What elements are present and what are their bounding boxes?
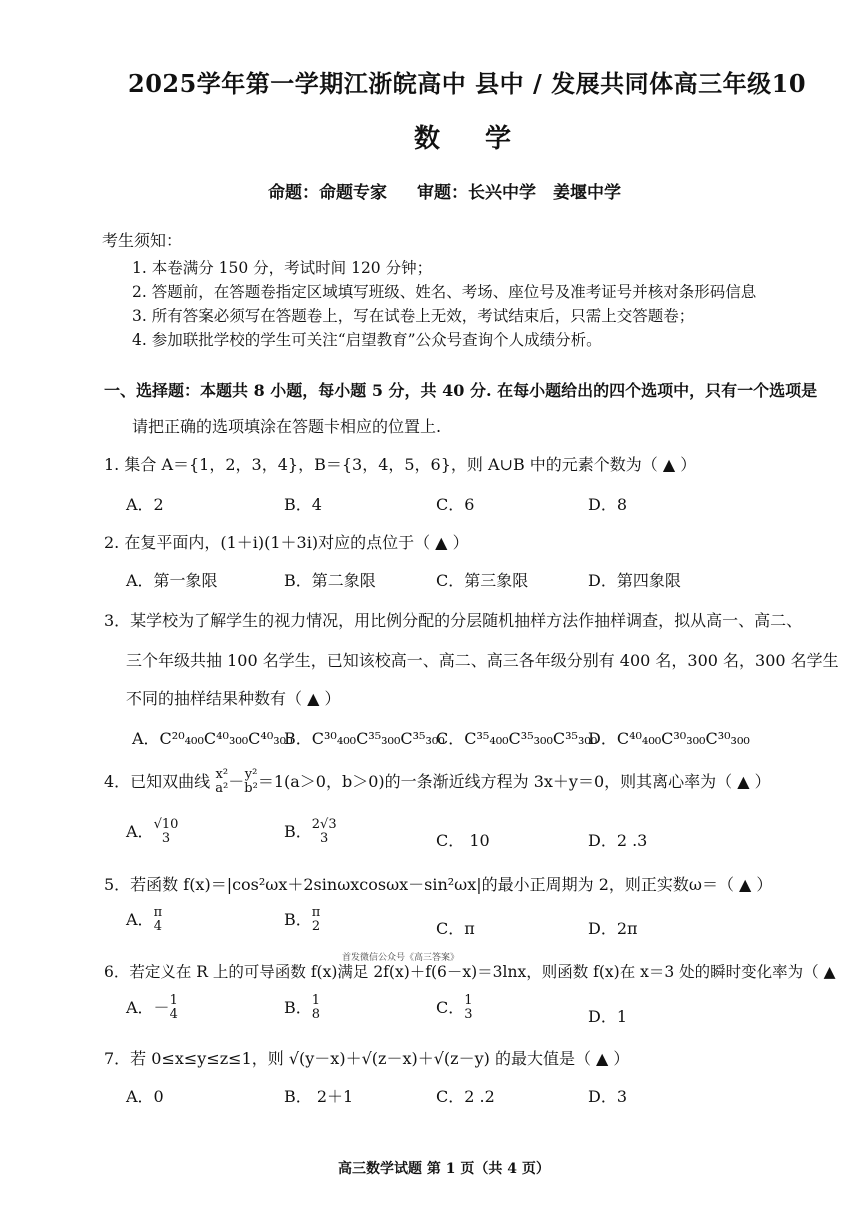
denominator: b²: [244, 781, 258, 797]
fraction: [154, 818, 179, 847]
q1-option-c: C．6: [436, 495, 475, 514]
option-label: B．: [284, 997, 312, 1017]
q7-option-b: B． 2＋1: [284, 1087, 354, 1106]
denominator: 4: [153, 919, 162, 935]
denominator: 2: [311, 919, 321, 935]
q6-option-c: [436, 994, 473, 1023]
question-3-line-2: 三个年级共抽 100 名学生，已知该校高一、高二、高三各年级分别有 400 名，300 名，300 名学生: [126, 651, 839, 670]
option-label: C．: [436, 997, 465, 1017]
q1-option-d: D．8: [588, 495, 628, 514]
fraction: [312, 994, 320, 1023]
option-label: B．: [284, 821, 312, 841]
exam-title: 2025学年第一学期江浙皖高中 县中 / 发展共同体高三年级10: [128, 69, 807, 98]
q4-option-c: C． 10: [436, 831, 490, 850]
numerator: π: [153, 905, 163, 920]
q2-option-b: B．第二象限: [284, 571, 376, 590]
question-1-stem: 1. 集合 A＝{1，2，3，4}，B＝{3，4，5，6}，则 A∪B 中的元素个数为（ ▲ ）: [104, 455, 697, 474]
notice-item: 2. 答题前，在答题卷指定区域填写班级、姓名、考场、座位号及准考证号并核对条形码信息: [132, 283, 757, 301]
question-3-line-1: 3．某学校为了解学生的视力情况，用比例分配的分层随机抽样方法作抽样调查，拟从高一、高二、: [104, 611, 803, 630]
notice-item: 4. 参加联批学校的学生可关注“启望教育”公众号查询个人成绩分析。: [132, 331, 602, 349]
option-label: A．－: [126, 997, 170, 1017]
numerator: x²: [215, 767, 229, 782]
q4-option-a: [126, 818, 178, 847]
question-5-stem: 5．若函数 f(x)＝|cos²ωx＋2sinωxcosωx－sin²ωx|的最小正周期为 2，则正实数ω＝（ ▲ ）: [104, 875, 773, 894]
q7-option-a: A．0: [126, 1087, 164, 1106]
q3-option-c: C．C³⁵₄₀₀C³⁵₃₀₀C³⁵₃₀₀: [436, 729, 598, 748]
denominator: 4: [169, 1007, 178, 1023]
question-4-stem: [104, 768, 771, 797]
q6-option-b: [284, 994, 320, 1023]
numerator: 1: [169, 993, 178, 1008]
q2-option-a: A．第一象限: [126, 571, 218, 590]
q7-option-c: C．2 .2: [436, 1087, 495, 1106]
denominator: 3: [161, 831, 171, 847]
q5-option-a: [126, 906, 162, 935]
q6-option-d: D．1: [588, 1007, 628, 1026]
notice-item: 1. 本卷满分 150 分，考试时间 120 分钟；: [132, 259, 433, 277]
option-label: A．: [126, 909, 154, 929]
fraction: [464, 994, 472, 1023]
q6-option-a: [126, 994, 178, 1023]
q7-option-d: D．3: [588, 1087, 628, 1106]
setter-label: 命题：命题专家: [268, 183, 387, 203]
numerator: π: [311, 905, 321, 920]
section-heading: 一、选择题：本题共 8 小题，每小题 5 分，共 40 分. 在每小题给出的四个选项中，只有一个选项是: [104, 381, 818, 400]
fraction: [154, 906, 163, 935]
q5-option-d: D．2π: [588, 919, 638, 938]
fraction: [244, 768, 258, 797]
minus-sign: －: [228, 771, 245, 791]
numerator: √10: [153, 817, 179, 832]
numerator: 1: [311, 993, 321, 1008]
question-3-line-3: 不同的抽样结果种数有（ ▲ ）: [126, 689, 341, 708]
section-instruction: 请把正确的选项填涂在答题卡相应的位置上.: [132, 417, 442, 436]
q2-option-d: D．第四象限: [588, 571, 681, 590]
notice-item: 3. 所有答案必须写在答题卷上，写在试卷上无效，考试结束后，只需上交答题卷；: [132, 307, 695, 325]
watermark-text: 首发微信公众号《高三答案》: [342, 953, 460, 963]
fraction: [312, 818, 337, 847]
q4-option-b: [284, 818, 337, 847]
denominator: a²: [215, 781, 229, 797]
numerator: y²: [244, 767, 258, 782]
denominator: 3: [464, 1007, 473, 1023]
fraction: [312, 906, 321, 935]
q3-option-b: B．C³⁰₄₀₀C³⁵₃₀₀C³⁵₃₀₀: [284, 729, 445, 748]
q5-option-b: [284, 906, 320, 935]
question-7-stem: 7．若 0≤x≤y≤z≤1，则 √(y－x)＋√(z－x)＋√(z－y) 的最大值是（ ▲ ）: [104, 1049, 630, 1068]
denominator: 8: [311, 1007, 321, 1023]
q1-option-a: A．2: [126, 495, 164, 514]
notice-heading: 考生须知：: [102, 231, 183, 250]
fraction: [215, 768, 228, 797]
q4-pre: 4．已知双曲线: [104, 771, 211, 791]
reviewer-label: 审题：长兴中学 姜堰中学: [417, 183, 621, 203]
q3-option-d: D．C⁴⁰₄₀₀C³⁰₃₀₀C³⁰₃₀₀: [588, 729, 750, 748]
numerator: 1: [464, 993, 473, 1008]
page-footer: 高三数学试题 第 1 页（共 4 页）: [338, 1161, 550, 1177]
option-label: B．: [284, 909, 312, 929]
option-label: A．: [126, 821, 154, 841]
q1-option-b: B．4: [284, 495, 322, 514]
question-2-stem: 2. 在复平面内，(1＋i)(1＋3i)对应的点位于（ ▲ ）: [104, 533, 469, 552]
denominator: 3: [320, 831, 329, 847]
q4-post: ＝1(a＞0，b＞0)的一条渐近线方程为 3x＋y＝0，则其离心率为（ ▲ ）: [257, 771, 771, 791]
q4-option-d: D．2 .3: [588, 831, 648, 850]
q2-option-c: C．第三象限: [436, 571, 529, 590]
authors-line: [268, 178, 621, 203]
q5-option-c: C．π: [436, 919, 475, 938]
q3-option-a: A．C²⁰₄₀₀C⁴⁰₃₀₀C⁴⁰₃₀₀: [132, 729, 293, 748]
numerator: 2√3: [311, 817, 337, 832]
question-6-stem: 6．若定义在 R 上的可导函数 f(x)满足 2f(x)＋f(6－x)＝3lnx，则函数 f(x)在 x＝3 处的瞬时变化率为（ ▲: [104, 963, 836, 981]
fraction: [170, 994, 178, 1023]
subject-heading: 数 学: [414, 124, 530, 154]
